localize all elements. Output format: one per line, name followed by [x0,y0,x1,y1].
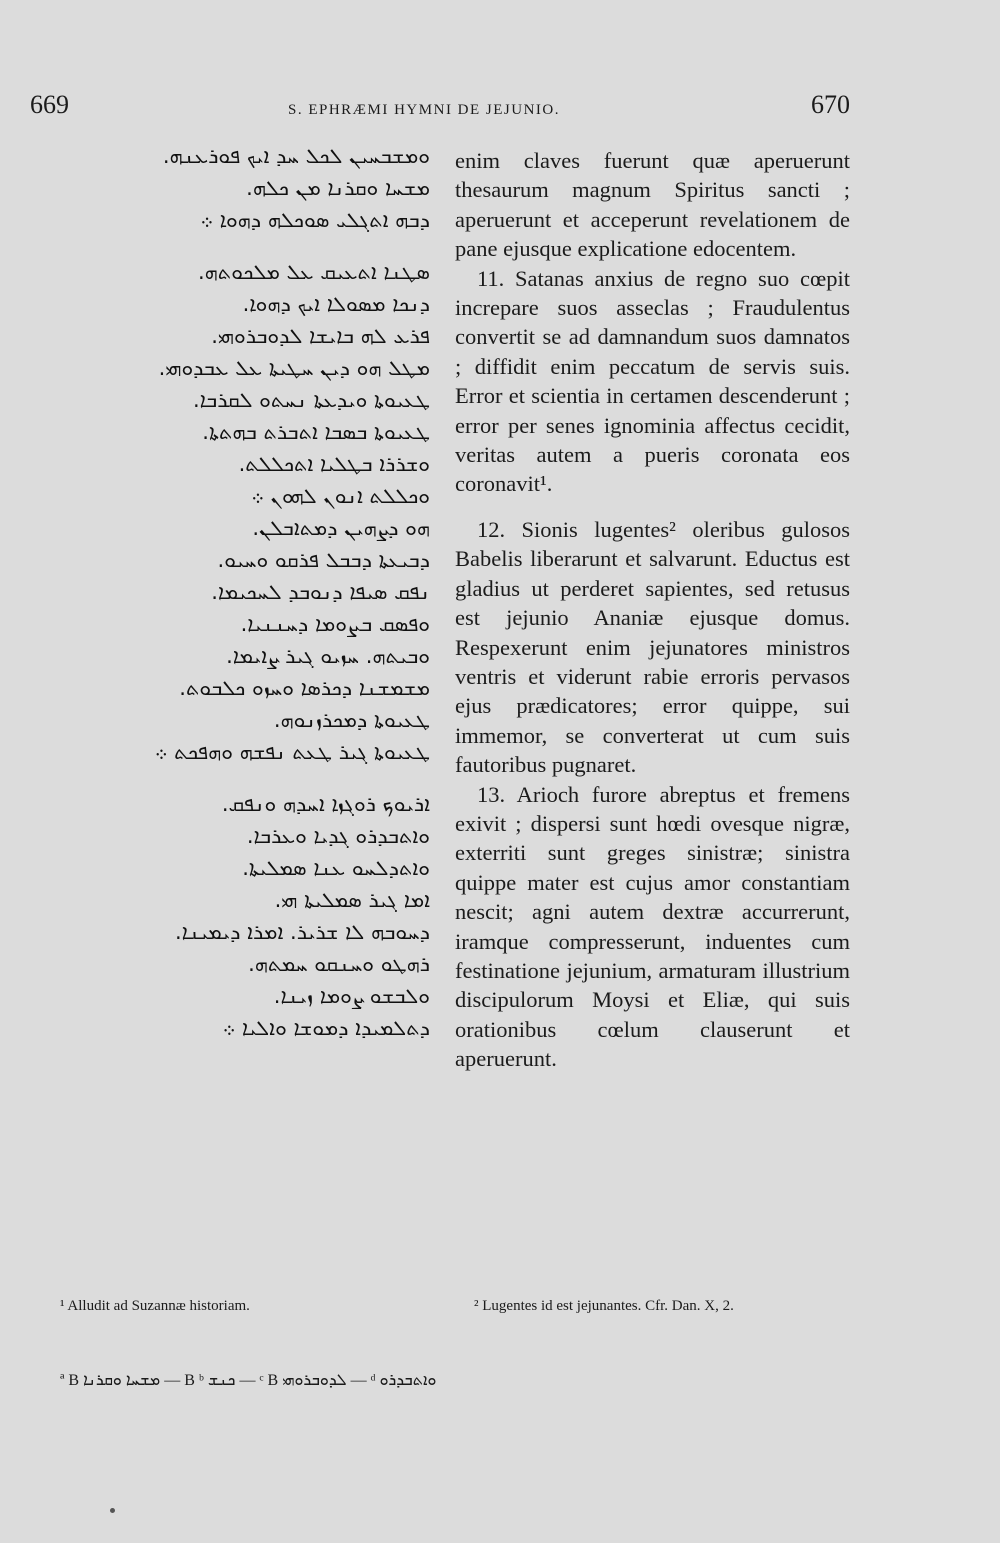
syriac-line: ܕܢܟܐ ܡܣܘܠܐ ܐܝܟ ܕܗܘܐ. [242,292,430,316]
syriac-line: ܗܘ ܕܨܗܝܢ ܕܡܬܐܒܠܢ. [252,516,430,540]
syriac-line: ܘܒܝܬܗ. ܚܙܝܘ ܓܝܪ ܨܐܝܡܐ. [226,644,430,668]
page-header [30,90,850,126]
syriac-line: ܛܥܝܘܬܐ ܓܝܪ ܛܥܬ ܢܦܫܗ ܘܗܦܟܬ ܀ [154,740,430,764]
syriac-line: ܘܡܫܒܚܝܢ ܠܟܠ ܚܕ ܐܝܟ ܦܘܪܥܢܗ. [162,144,430,168]
syriac-line: ܘܟܠܠܬ ܐܢܘܢ ܠܗܘܢ ܀ [251,484,430,508]
latin-paragraph: 12. Sionis lugentes² oleribus gulosos Babelis liberarunt et salvarunt. Eductus est gladius ut perderet sapientes, sed retusus est jejunio Ananiæ ejusque domus. Respexerunt enim jejunatores ministros ventris et viderunt rabie erroris pervasos ejus prædicatores; error quippe, sui immemor, se converterat ut cum suis fautoribus pugnaret. [455,516,850,778]
page-number-right: 670 [811,90,850,119]
syriac-line: ܡܛܠ ܗܘ ܕܝܢ ܚܛܝܬܐ ܥܠ ܥܒܕܘܗܝ. [158,356,430,380]
syriac-line: ܣܛܢܐ ܐܬܥܝܩ ܥܠ ܡܠܟܘܬܗ. [197,260,430,284]
syriac-line: ܛܥܝܘܬܐ ܒܣܒܐ ܐܬܒܪܬ ܒܗܬܬܐ. [202,420,430,444]
footnote-1: ¹ Alludit ad Suzannæ historiam. [60,1298,250,1314]
syriac-text-column [30,140,430,1044]
syriac-line: ܘܠܒܫܘ ܨܘܡܐ ܙܝܢܐ. [273,984,430,1008]
syriac-line: ܘܐܬܕܠܚܘ ܥܢܐ ܣܡܠܝܬܐ. [242,856,430,880]
syriac-line: ܘܐܬܒܕܪܘ ܓܕܝܐ ܘܥܪܒܐ. [246,824,430,848]
syriac-line: ܕܬܠܡܝܕܐ ܕܡܘܫܐ ܘܐܠܝܐ ܀ [222,1016,430,1040]
syriac-line: ܛܥܝܘܬܐ ܘܝܕܥܬܐ ܢܚܬܘ ܠܩܪܒܐ. [192,388,430,412]
syriac-line: ܡܫܚܐ ܘܩܪܢܐ ܡܢ ܟܠܗ. [246,176,430,200]
latin-paragraph: 13. Arioch furore abreptus et fremens exivit ; dispersi sunt hœdi ovesque nigræ, exterriti sunt greges sinistræ; sinistra quippe mater est cujus amor constantiam nescit; agni autem dextræ accurrerunt, iramque compresserunt, induentes cum festinatione jejunium, armaturam illustrium discipulorum Moysi et Eliæ, qui suis orationibus cœlum clauserunt et aperuerunt. [455,781,850,1072]
running-title: S. EPHRÆMI HYMNI DE JEJUNIO. [288,102,561,118]
syriac-line: ܐܪܝܘܟ ܪܘܓܙܐ ܐܚܕܗ ܘܢܦܩ. [221,792,430,816]
syriac-line: ܕܚܘܒܗ ܠܐ ܫܪܝܪ. ܐܡܪܐ ܕܝܡܝܢܐ. [175,920,430,944]
syriac-line: ܢܦܩ ܣܝܦܐ ܕܢܘܒܕ ܠܚܟܝܡܐ. [211,580,430,604]
syriac-line: ܕܒܝܥܬܐ ܕܒܒܠ ܦܪܩܘ ܘܚܝܘ. [217,548,430,572]
latin-paragraph: 11. Satanas anxius de regno suo cœpit increpare suos asseclas ; Fraudulentus convertit se ad damnandum suos damnatos ; diffidit enim peccatum de servis suis. Error et scientia in certamen descenderunt ; error per senes ignominia affectus cecidit, veritas autem a pueris coronata eos coronavit¹. [455,265,850,497]
syriac-line: ܦܪܥ ܠܗ ܒܐܝܫܐ ܠܕܘܒܪܘܗܝ. [211,324,430,348]
footnotes [60,1298,820,1322]
syriac-line: ܛܥܝܘܬܐ ܕܡܟܪܙܢܘܗ. [273,708,430,732]
footnote-2: ² Lugentes id est jejunantes. Cfr. Dan. X, 2. [474,1298,734,1314]
latin-translation-column [455,146,850,1074]
syriac-line: ܘܫܪܪܐ ܒܛܠܝܐ ܐܬܟܠܠܬ. [238,452,430,476]
critical-apparatus: ª B ܡܫܚܐ ܘܩܪܢܐ — B ᵇ ܟܢܫ — ᶜ B ܠܕܘܒܪܘܗܝ — ᵈ ܘܐܬܒܕܪܘ [60,1372,437,1389]
page-number-left: 669 [30,90,69,119]
syriac-line: ܪܗܛܘ ܘܚܢܩܘ ܚܡܬܗ. [248,952,430,976]
syriac-line: ܘܦܣܩ ܒܨܘܡܐ ܕܚܢܢܝܐ. [240,612,430,636]
syriac-line: ܡܫܡܫܢܐ ܕܟܪܣܐ ܘܚܙܘ ܟܠܒܘܬ. [179,676,430,700]
latin-paragraph: enim claves fuerunt quæ aperuerunt thesaurum magnum Spiritus sancti ; aperuerunt et acceperunt revelationem de pane ejusque explicatione edocentem. [455,148,850,262]
syriac-line: ܕܒܗ ܐܬܓܠܝ ܣܘܟܠܗ ܕܗܘܐ ܀ [200,208,430,232]
paper-speck [110,1508,115,1513]
syriac-line: ܐܡܐ ܓܝܪ ܣܡܠܝܬܐ ܗܝ. [274,888,430,912]
